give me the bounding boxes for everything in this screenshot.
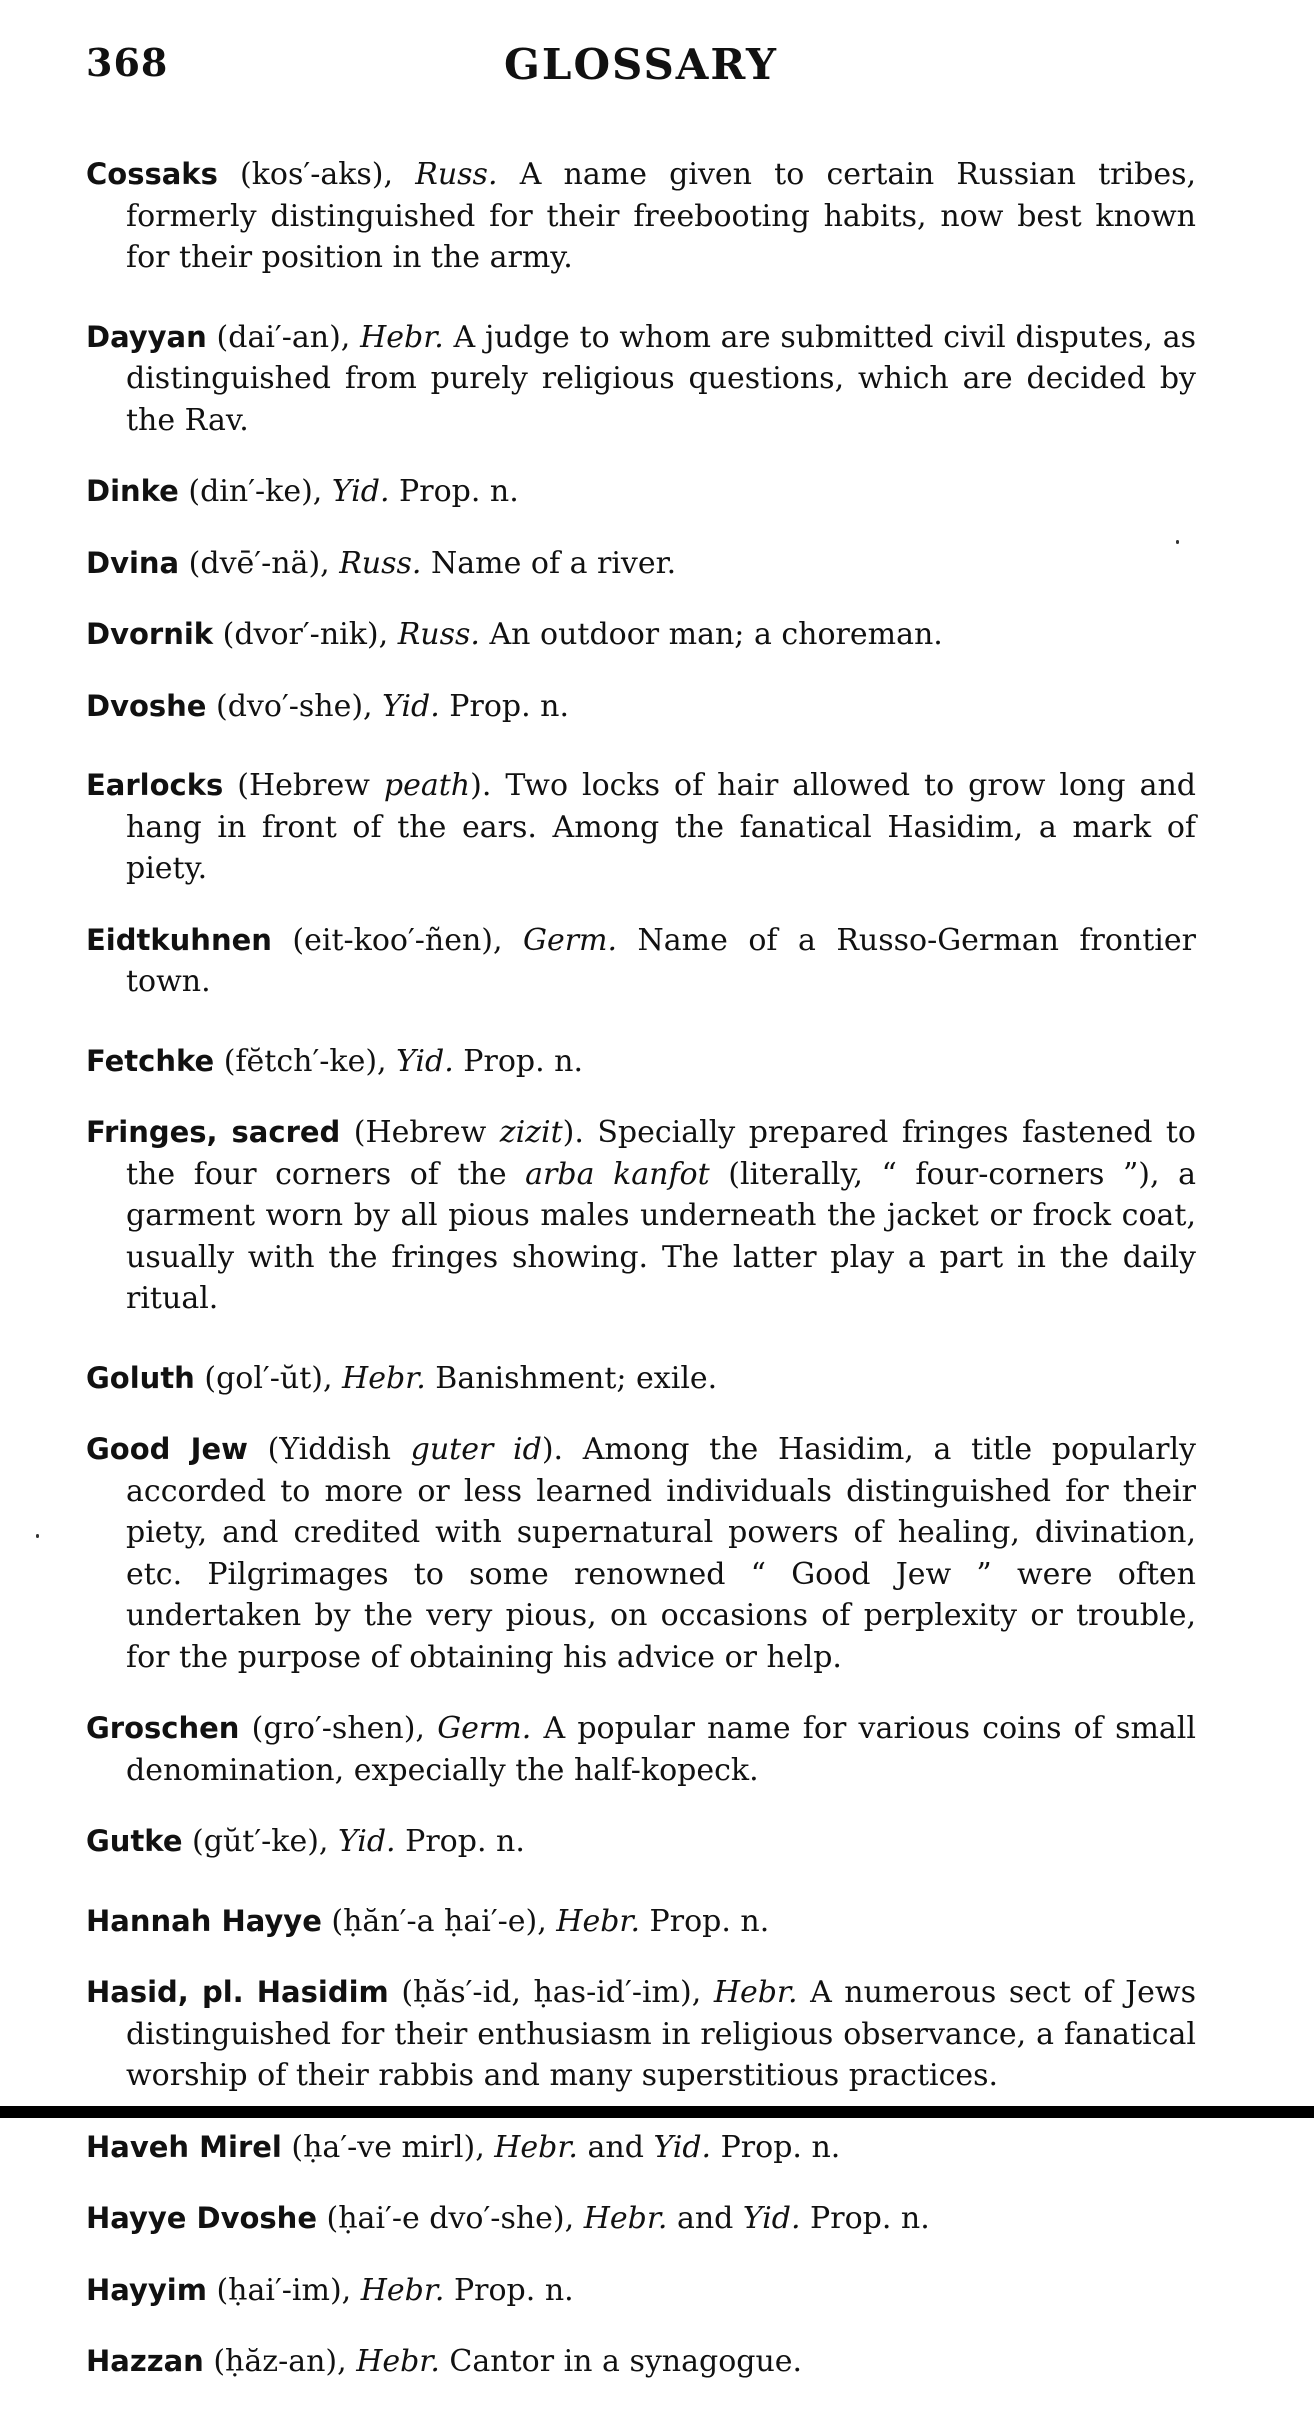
entry-language-second: Yid. bbox=[742, 2201, 801, 2236]
page-title: GLOSSARY bbox=[504, 40, 778, 89]
page-header bbox=[86, 40, 1196, 100]
entry-term: Hazzan bbox=[86, 2344, 204, 2378]
entry-language: Yid. bbox=[382, 688, 440, 724]
entry-pronunciation: (Yiddish bbox=[247, 1432, 411, 1467]
page-number: 368 bbox=[86, 40, 169, 85]
entry-term: Hasid, pl. Hasidim bbox=[86, 1975, 389, 2009]
entry-definition: A popular name for various coins of small denomination, expecially the half-kopeck. bbox=[126, 1711, 1196, 1788]
entry-language: Russ. bbox=[339, 545, 422, 581]
glossary-group-f bbox=[86, 1041, 1196, 1320]
entry-language: Hebr. bbox=[713, 1975, 798, 2010]
entry-definition: Prop. n. bbox=[711, 2129, 841, 2165]
entry-term: Goluth bbox=[86, 1360, 195, 1395]
entry-term: Dvina bbox=[86, 545, 180, 580]
entry-term: Good Jew bbox=[86, 1432, 248, 1466]
entry-term: Hayye Dvoshe bbox=[86, 2201, 317, 2235]
glossary-list bbox=[86, 124, 1196, 2421]
entry-pronunciation: (kos′-aks), bbox=[217, 157, 416, 192]
entry-definition: Prop. n. bbox=[439, 688, 570, 724]
entry-language: Hebr. bbox=[360, 319, 444, 355]
entry-pronunciation: (gŭt′-ke), bbox=[182, 1824, 338, 1859]
entry-pronunciation: (ḥăn′-a ḥai′-e), bbox=[321, 1903, 557, 1939]
entry-definition-part: ). Specially prepared fringes fastened to the four corners of the bbox=[126, 1115, 1196, 1192]
entry-term: Eidtkuhnen bbox=[86, 922, 272, 957]
entry-definition: (literally, “ four-corners ”), a garment worn by all pious males underneath the jacket or frock coat, usually with the fringes showing. The latter play a part in the daily ritual. bbox=[126, 1156, 1196, 1316]
entry-definition: Prop. n. bbox=[640, 1903, 770, 1939]
entry-term: Dinke bbox=[86, 474, 179, 508]
entry-language: Hebr. bbox=[583, 2201, 668, 2236]
entry-conjunction: and bbox=[577, 2129, 654, 2165]
glossary-entry-dvoshe bbox=[86, 686, 1196, 728]
glossary-entry-fringes-sacred bbox=[86, 1112, 1196, 1320]
glossary-entry-hayye-dvoshe bbox=[86, 2198, 1196, 2240]
entry-language: Yid. bbox=[396, 1043, 454, 1079]
entry-term: Dvornik bbox=[86, 617, 214, 651]
glossary-group-e bbox=[86, 765, 1196, 1003]
glossary-entry-good-jew bbox=[86, 1429, 1196, 1678]
glossary-entry-dvina bbox=[86, 543, 1196, 585]
entry-pronunciation: (dvē′-nä), bbox=[179, 545, 340, 581]
entry-language: Hebr. bbox=[356, 2344, 440, 2379]
entry-term: Fringes, sacred bbox=[86, 1115, 341, 1149]
entry-language: zizit bbox=[499, 1115, 563, 1150]
entry-language: Germ. bbox=[437, 1711, 532, 1746]
glossary-entry-earlocks bbox=[86, 765, 1196, 890]
entry-term: Dayyan bbox=[86, 319, 207, 354]
entry-definition: A judge to whom are submitted civil disputes, as distinguished from purely religious questions, which are decided by the Rav. bbox=[126, 319, 1196, 438]
entry-term: Haveh Mirel bbox=[86, 2129, 282, 2164]
entry-definition: Prop. n. bbox=[395, 1824, 525, 1859]
glossary-entry-groschen bbox=[86, 1708, 1196, 1791]
glossary-entry-hayyim bbox=[86, 2270, 1196, 2312]
glossary-entry-dinke bbox=[86, 471, 1196, 513]
glossary-entry-cossaks bbox=[86, 154, 1196, 279]
glossary-group-d bbox=[86, 317, 1196, 728]
glossary-group-g bbox=[86, 1358, 1196, 1863]
entry-language: guter id bbox=[410, 1432, 542, 1467]
entry-pronunciation: (gro′-shen), bbox=[239, 1711, 438, 1746]
entry-language: Russ. bbox=[415, 157, 498, 192]
entry-term: Cossaks bbox=[86, 157, 218, 191]
entry-term: Groschen bbox=[86, 1711, 240, 1745]
entry-pronunciation: (gol′-ŭt), bbox=[194, 1360, 343, 1396]
scan-speck-mark bbox=[1176, 540, 1179, 544]
entry-pronunciation: (ḥăs′-id, ḥas-id′-im), bbox=[388, 1975, 714, 2010]
entry-definition: Banishment; exile. bbox=[425, 1360, 718, 1396]
glossary-entry-haveh-mirel bbox=[86, 2127, 1196, 2169]
entry-pronunciation: (fĕtch′-ke), bbox=[214, 1043, 397, 1079]
entry-italic-term: arba kanfot bbox=[525, 1156, 710, 1192]
entry-term: Fetchke bbox=[86, 1043, 215, 1078]
entry-language: Hebr. bbox=[494, 2129, 578, 2165]
entry-term: Gutke bbox=[86, 1824, 183, 1858]
page-bottom-edge bbox=[0, 2106, 1314, 2118]
entry-pronunciation: (dvor′-nik), bbox=[213, 617, 398, 652]
entry-definition: Prop. n. bbox=[453, 1043, 584, 1079]
entry-definition: Cantor in a synagogue. bbox=[439, 2344, 803, 2379]
entry-conjunction: and bbox=[667, 2201, 743, 2236]
glossary-entry-gutke bbox=[86, 1821, 1196, 1863]
entry-term: Dvoshe bbox=[86, 688, 207, 723]
entry-language: Russ. bbox=[397, 617, 480, 652]
entry-pronunciation: (Hebrew bbox=[223, 768, 384, 803]
entry-definition: ). Two locks of hair allowed to grow long and hang in front of the ears. Among the fanatical Hasidim, a mark of piety. bbox=[126, 768, 1197, 886]
glossary-entry-goluth bbox=[86, 1358, 1196, 1400]
entry-pronunciation: (ḥai′-e dvo′-she), bbox=[317, 2201, 584, 2236]
entry-definition: A name given to certain Russian tribes, formerly distinguished for their freebooting habits, now best known for their position in the army. bbox=[126, 157, 1197, 275]
entry-language: peath bbox=[383, 768, 471, 803]
glossary-group-h bbox=[86, 1901, 1196, 2383]
entry-pronunciation: (din′-ke), bbox=[178, 474, 332, 509]
entry-pronunciation: (ḥai′-im), bbox=[206, 2272, 361, 2308]
entry-pronunciation: (dvo′-she), bbox=[206, 688, 383, 724]
glossary-entry-dayyan bbox=[86, 317, 1196, 442]
entry-term: Hannah Hayye bbox=[86, 1903, 322, 1938]
glossary-entry-hasid bbox=[86, 1972, 1196, 2097]
entry-definition: Name of a river. bbox=[421, 545, 677, 581]
glossary-entry-fetchke bbox=[86, 1041, 1196, 1083]
entry-definition: Name of a Russo-German frontier town. bbox=[126, 922, 1196, 999]
entry-language: Yid. bbox=[331, 474, 390, 509]
entry-term: Hayyim bbox=[86, 2272, 207, 2307]
entry-pronunciation: (eit-koo′-ñen), bbox=[271, 922, 523, 958]
entry-pronunciation: (Hebrew bbox=[340, 1115, 500, 1150]
glossary-entry-hazzan bbox=[86, 2341, 1196, 2383]
entry-term: Earlocks bbox=[86, 768, 224, 802]
entry-definition: Prop. n. bbox=[800, 2201, 930, 2236]
entry-language: Hebr. bbox=[360, 2272, 445, 2308]
entry-definition: A numerous sect of Jews distinguished for their enthusiasm in religious observance, a fanatical worship of their rabbis and many superstitious practices. bbox=[126, 1975, 1196, 2093]
entry-language: Germ. bbox=[523, 922, 618, 958]
entry-definition: ). Among the Hasidim, a title popularly accorded to more or less learned individuals distinguished for their piety, and credited with supernatural powers of healing, divination, etc. Pilgrimages to some renowned “ Good Jew ” were often undertaken by the very pious, on occasions of perplexity or trouble, for the purpose of obtaining his advice or help. bbox=[126, 1432, 1196, 1675]
glossary-entry-eidtkuhnen bbox=[86, 920, 1196, 1003]
entry-language: Hebr. bbox=[342, 1360, 426, 1396]
entry-pronunciation: (dai′-an), bbox=[206, 319, 361, 355]
entry-language: Hebr. bbox=[556, 1903, 640, 1939]
entry-language: Yid. bbox=[337, 1824, 396, 1859]
entry-definition: Prop. n. bbox=[444, 2272, 574, 2308]
glossary-group-c bbox=[86, 154, 1196, 279]
entry-definition: An outdoor man; a choreman. bbox=[479, 617, 943, 652]
entry-definition: Prop. n. bbox=[389, 474, 519, 509]
entry-language-second: Yid. bbox=[653, 2129, 712, 2165]
glossary-entry-dvornik bbox=[86, 614, 1196, 656]
glossary-entry-hannah-hayye bbox=[86, 1901, 1196, 1943]
entry-pronunciation: (ḥăz-an), bbox=[203, 2344, 357, 2379]
scan-speck-mark bbox=[36, 1534, 39, 1538]
entry-pronunciation: (ḥa′-ve mirl), bbox=[281, 2129, 495, 2165]
